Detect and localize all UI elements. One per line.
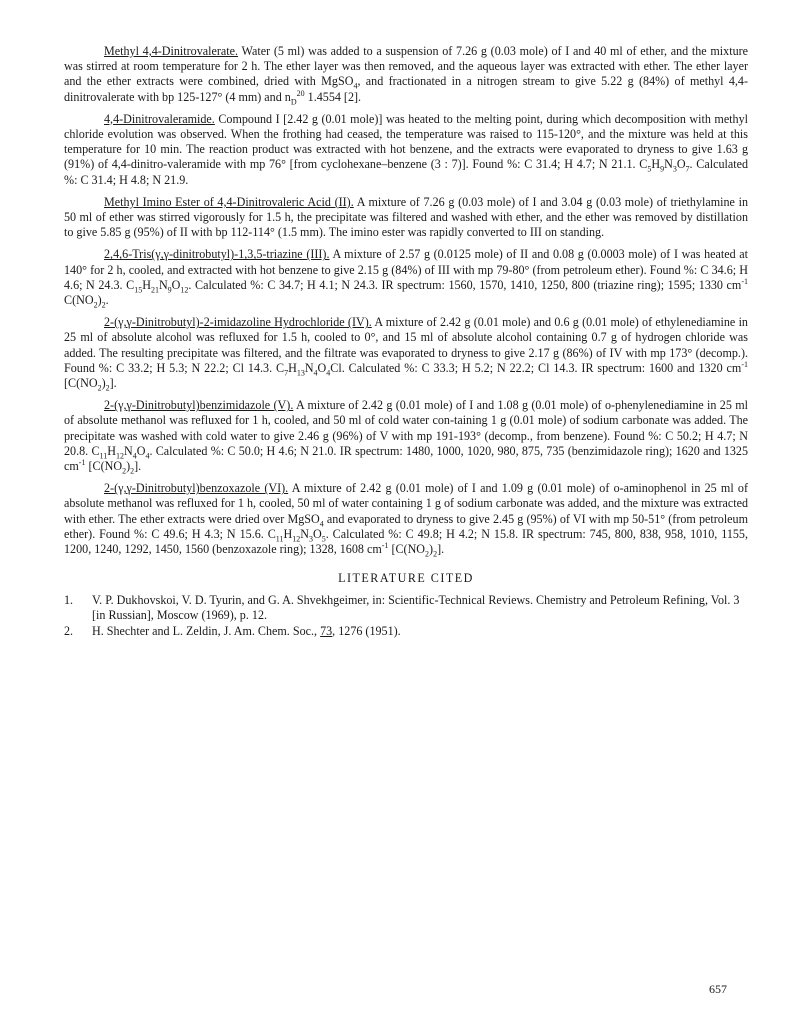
paragraph-body: A mixture of 7.26 g (0.03 mole) of I and 3.04 g (0.03 mole) of triethylamine in 50 ml of ether was stirred vigorously for 1.5 h, the precipitate was filtered and washed with ether, and the ether was removed by distillation to give 5.85 g (95%) of II with bp 112-114° (1.5 mm). The imino ester was rapidly converted to III on standing. xyxy=(64,194,748,240)
literature-heading: LITERATURE CITED xyxy=(338,571,474,586)
experimental-paragraph xyxy=(64,44,748,105)
compound-title: 2-(γ,γ-Dinitrobutyl)benzimidazole (V). xyxy=(104,398,294,413)
reference-text: H. Shechter and L. Zeldin, J. Am. Chem. Soc., 73, 1276 (1951). xyxy=(92,623,401,638)
reference-text: V. P. Dukhovskoi, V. D. Tyurin, and G. A. Shvekhgeimer, in: Scientific-Technical Reviews. Chemistry and Petroleum Refining, Vol. 3 [in Russian], Moscow (1969), p. 12. xyxy=(92,592,740,622)
compound-title: 2,4,6-Tris(γ,γ-dinitrobutyl)-1,3,5-triazine (III). xyxy=(104,247,330,262)
paragraph-body: A mixture of 2.57 g (0.0125 mole) of II and 0.08 g (0.0003 mole) of I was heated at 140° for 2 h, cooled, and extracted with hot benzene to give 2.15 g (84%) of III with mp 79-80° (from petroleum ether). Found %: C 34.6; H 4.6; N 24.3. $C_{15}H_{21}N_9O_{12}$. Calculated %: C 34.7; H 4.1; N 24.3. IR spectrum: 1560, 1570, 1410, 1250, 800 (triazine ring); 1595; 1330 $cm^{-1}$ $C(NO_2)_2$. xyxy=(64,247,748,310)
experimental-paragraph xyxy=(64,481,748,557)
experimental-paragraph xyxy=(64,398,748,474)
paragraph-body: Water (5 ml) was added to a suspension of 7.26 g (0.03 mole) of I and 40 ml of ether, and the mixture was stirred at room temperature for 2 h. The ether layer was then removed, and the aqueous layer was extracted with ether. The ether layer and the ether extracts were combined, dried with MgSO$_4$, and fractionated in a nitrogen stream to give 5.22 g (84%) of methyl 4,4-dinitrovalerate with bp 125-127° (4 mm) and $n_D^{20}$ 1.4554 [2]. xyxy=(64,44,749,107)
paragraph-body: A mixture of 2.42 g (0.01 mole) of I and 1.09 g (0.01 mole) of o-aminophenol in 25 ml of absolute methanol was refluxed for 1 h, cooled, 50 ml of water containing 1 g of sodium carbonate was added, and the mixture was extracted with ether. The ether extracts were dried over MgSO$_4$ and evaporated to dryness to give 2.45 g (95%) of VI with mp 50-51° (from petroleum ether). Found %: C 49.6; H 4.3; N 15.6. $C_{11}H_{12}N_3O_5$. Calculated %: C 49.8; H 4.2; N 15.8. IR spectrum: 745, 800, 838, 958, 1010, 1155, 1200, 1240, 1292, 1450, 1560 (benzoxazole ring); 1328, 1608 $cm^{-1}$ $[C(NO_2)_2]$. xyxy=(64,481,748,559)
compound-title: 4,4-Dinitrovaleramide. xyxy=(104,111,215,126)
compound-title: Methyl Imino Ester of 4,4-Dinitrovaleric Acid (II). xyxy=(104,194,354,209)
reference-item xyxy=(64,593,748,623)
reference-number: 2. xyxy=(64,623,74,638)
reference-number: 1. xyxy=(64,592,74,607)
paragraph-body: A mixture of 2.42 g (0.01 mole) and 0.6 g (0.01 mole) of ethylenediamine in 25 ml of absolute alcohol was refluxed for 1.5 h, cooled to 0°, and 15 ml of absolute alcohol containing 0.7 g of hydrogen chloride was added. The resulting precipitate was filtered, and the filtrate was evaporated to dryness to give 2.17 g (86%) of IV with mp 173° (decomp.). Found %: C 33.2; H 5.3; N 22.2; Cl 14.3. $C_7H_{13}N_4O_4Cl$. Calculated %: C 33.3; H 5.2; N 22.2; Cl 14.3. IR spectrum: 1600 and 1320 $cm^{-1}$ $[C(NO_2)_2]$. xyxy=(64,315,748,393)
experimental-section xyxy=(64,44,748,557)
compound-title: 2-(γ,γ-Dinitrobutyl)-2-imidazoline Hydrochloride (IV). xyxy=(104,315,372,330)
experimental-paragraph xyxy=(64,315,748,391)
paragraph-body: Compound I [2.42 g (0.01 mole)] was heated to the melting point, during which decomposition with methyl chloride evolution was observed. When the frothing had ceased, the temperature was raised to 115-120°, and the mixture was held at this temperature for 10 min. The reaction product was extracted with hot benzene, and the extracts were evaporated to dryness to give 1.63 g (91%) of 4,4-dinitro-valeramide with mp 76° [from cyclohexane–benzene (3 : 7)]. Found %: C 31.4; H 4.7; N 21.1. $C_5H_9N_3O_7$. Calculated %: C 31.4; H 4.8; N 21.9. xyxy=(64,111,749,187)
compound-title: Methyl 4,4-Dinitrovalerate. xyxy=(104,44,239,58)
experimental-paragraph xyxy=(64,195,748,241)
compound-title: 2-(γ,γ-Dinitrobutyl)benzoxazole (VI). xyxy=(104,481,289,496)
reference-item xyxy=(64,624,748,639)
experimental-paragraph xyxy=(64,112,748,188)
document-page xyxy=(64,44,748,640)
experimental-paragraph xyxy=(64,247,748,308)
page-number: 657 xyxy=(709,982,727,996)
reference-list xyxy=(64,593,748,640)
paragraph-body: A mixture of 2.42 g (0.01 mole) of I and 1.08 g (0.01 mole) of o-phenylenediamine in 25 ml of absolute methanol was refluxed for 1 h, cooled, and 50 ml of cold water con-taining 1 g (0.01 mole) of sodium carbonate was added. The precipitate was washed with cold water to give 2.46 g (96%) of V with mp 191-193° (decomp., from benzene). Found %: C 50.2; H 4.7; N 20.8. $C_{11}H_{12}N_4O_4$. Calculated %: C 50.0; H 4.6; N 21.0. IR spectrum: 1480, 1000, 1020, 980, 875, 735 (benzimidazole ring); 1620 and 1325 $cm^{-1}$ $[C(NO_2)_2]$. xyxy=(64,398,749,476)
